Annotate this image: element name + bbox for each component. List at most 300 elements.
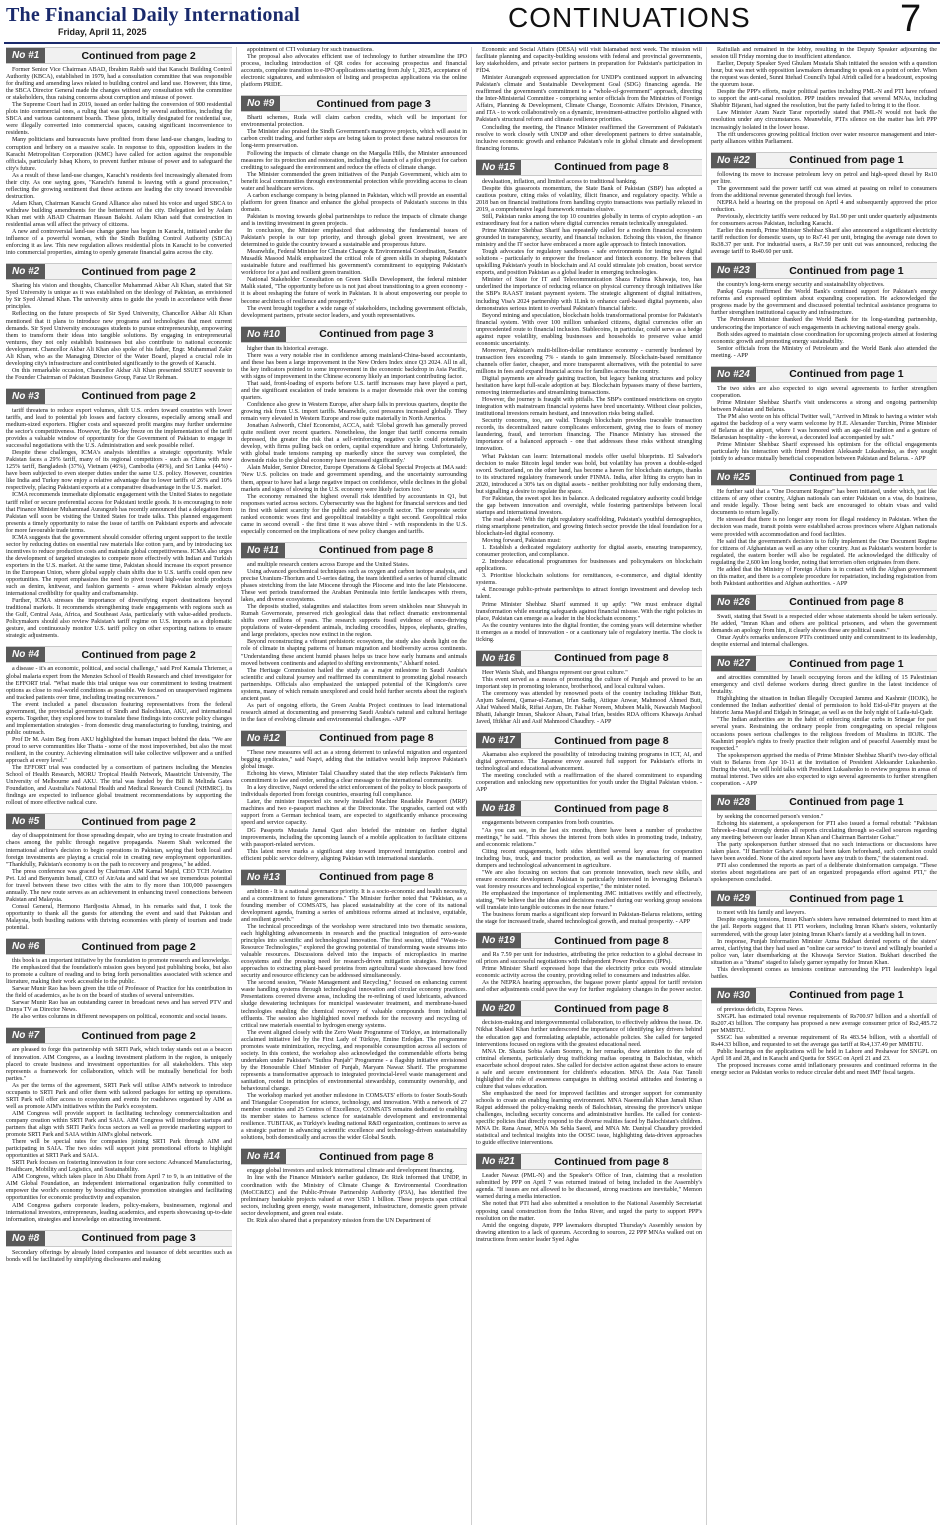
story-paragraph: Further, ICMA stresses the importance of diversifying export destinations beyond traditional markets. It recommends strengthening trade engagements with regions such as the Gulf, Central Asia, Africa, and Southeast Asia, particularly with value-added products. Policymakers should also review Pakistan's tariff regime on U.S. imports as a diplomatic gesture, and continuously monitor U.S. tariff policy on other exporting nations to ensure strategic adjustments. [6, 598, 232, 640]
story-paragraph: Omar Ayub's remarks underscore PTI's continued unity and commitment to its leadership, despite external and internal challenges. [711, 635, 937, 649]
story-paragraph: Senior officials from the Ministry of Petroleum and the World Bank also attended the meeting. - APP [711, 345, 937, 359]
story [711, 366, 937, 464]
story [241, 47, 467, 89]
story-paragraph: As the NEPRA hearing approaches, the bagasse power plants' appeal for tariff revision and other adjustments could pave the way for further regulatory changes in the power sector. [476, 980, 702, 994]
story-header [6, 1027, 232, 1044]
story-paragraph: of previous deficits, Express News. [717, 1006, 804, 1013]
story-paragraph: Adam Khan, Chairman Karachi Grand Alliance also raised his voice and urged SBCA to withdraw building amendments for the betterment of the city. Delegation led by Aslam Khan met with ABAD Chairman Hassan Bakshi. Aslam Khan said that construction in residential areas will affect the privacy of citizens. [6, 200, 232, 229]
story-body [6, 408, 232, 641]
story-paragraph: Alain Mulder, Senior Director, Europe Operations & Global Special Projects at IMA said: 'New U.S. policies on trade and government spending, and the uncertainty surrounding them, appear to have had a large negative impact on confidence, while declines in the global markets and signs of slowing in the U.S. economy were likely factors too.' [241, 465, 467, 493]
story-paragraph: He also writes columns in different newspapers on political, economic and social issues. [12, 1014, 228, 1021]
story [711, 469, 937, 588]
story [476, 159, 702, 644]
story-number-badge: No #21 [476, 1154, 521, 1169]
story-paragraph: He added that the Ministry of Foreign Affairs is in contact with the Afghan government on this matter, and there is a complete procedure for repatriation, including registration from both Pakistani authorities and Afghan authorities. - APP [711, 566, 937, 587]
story-number-badge: No #23 [711, 263, 756, 278]
story-body [711, 172, 937, 257]
story-paragraph: a disease - it's an economic, political, and social challenge," said Prof Kamala Thriemer, a global malaria expert from the Menzies School of Health Research and chief investigator for the EFFORT trial. "What made this trial unique was our commitment to testing treatment options as close to real-world conditions as possible. We focused on unsupervised regimens and tracked patients over time, including treating recurrences." [6, 666, 232, 701]
story-number-badge: No #5 [6, 814, 45, 829]
story-paragraph: Sarwar Munir Rao has an outstanding career in broadcast news and has served PTV and Dunya TV as Director News. [6, 1000, 232, 1014]
story-paragraph: Prime Minister Sharif expressed hope that the electricity price cuts would stimulate economic activity across the country, providing relief to consumers and industries alike. [476, 966, 702, 980]
story-paragraph: The two sides are also expected to sign several agreements to further strengthen cooperation. [711, 385, 937, 399]
story-number-badge: No #9 [241, 96, 280, 111]
continued-from-label: Continued from page 1 [789, 264, 904, 277]
continued-from-label: Continued from page 1 [789, 657, 904, 670]
story-paragraph: "We are also focusing on sectors that can promote innovation, teach new skills, and ensure economic development. Pakistan is particularly interested in leveraging Belarus's vast forestry resources and technological expertise," the minister noted. [476, 869, 702, 890]
story-number-badge: No #28 [711, 795, 756, 810]
story-paragraph: decision-making and intergovernmental collaboration, to effectively address the issue. Dr. Nikhat Shakeel Khan further underscored the importance of identifying key drivers behind the education gap and formulating adaptable, actionable policies. She called for targeted interventions focused on regions with the greatest educational need. [476, 1020, 702, 1048]
story-paragraph: by seeking the concerned person's version." [717, 813, 824, 820]
story-paragraph: tariff threatens to reduce export volumes, shift U.S. orders toward countries with lower tariffs, and lead to potential job losses and factory closures, especially among small and medium-sized exporters. Higher costs and squeezed profit margins may further undermine the sector's competitiveness. However, the 90-day freeze on the implementation of the tariff provides a valuable window of opportunity for the Government of Pakistan to engage in successful negotiations with the U.S. Administration and seek possible relief. [6, 407, 232, 450]
story-paragraph: and atrocities committed by Israeli occupying forces and the killing of 15 Palestinian emergency and civil defense workers during direct gunfire in the latest incidence of brutality. [711, 675, 937, 696]
story-number-badge: No #3 [6, 389, 45, 404]
story-paragraph: Using advanced geochemical techniques such as oxygen and carbon isotope analysis, and precise Uranium-Thorium and U-series dating, the team identified a series of humid climatic phases stretching from the late Miocene through the Pliocene and into the late Pleistocene. These wet periods transformed the Arabian Peninsula into fertile landscapes with rivers, lakes, and diverse ecosystems. [241, 568, 467, 604]
story-paragraph: PTI also condemned the reports as part of a deliberate disinformation campaign. "These stories about negotiations are part of an organized propaganda effort against PTI," the spokesperson concluded. [711, 863, 937, 884]
story-paragraph: Highlighting the situation in Indian Illegally Occupied Jammu and Kashmir (IIOJK), he condemned the Indian authorities' denial of permission to hold Eid-ul-Fitr prayers at the historic Jama Masjid and Eidgah in Srinagar, as well as on the holy night of Laila-tul-Qadr. [711, 696, 937, 717]
story-paragraph: However, the journey is fraught with pitfalls. The SBP's continued restrictions on crypto integration with mainstream financial systems have bred uncertainty. Without clear policies, institutional investors remain hesitant, and innovation risks being stalled. [476, 397, 702, 418]
story-number-badge: No #14 [241, 1149, 286, 1164]
story-header [241, 95, 467, 112]
column-divider [706, 47, 707, 1525]
story-paragraph: Despite these challenges, ICMA's analysis identifies a strategic opportunity. While Pakistan faces a 29% tariff, many of its regional competitors - such as China with now 125% tariff, Bangladesh (37%), Vietnam (46%), Cambodia (49%), and Sri Lanka (44%) - have been subjected to even steeper duties under the same U.S. policy. However, countries like India and Turkey now enjoy a relative advantage due to lower tariffs of 26% and 10% respectively, placing Pakistani exports at a comparative disadvantage in the U.S. market. [6, 450, 232, 492]
story-paragraph: The Petroleum Minister thanked the World Bank for its long-standing partnership, underscoring the importance of such engagements in achieving national energy goals. [711, 317, 937, 331]
story-paragraph: Prime Minister Shehbaz Sharif's visit underscores a strong and ongoing partnership between Pakistan and Belarus. [711, 399, 937, 413]
story-body [6, 283, 232, 382]
story [241, 542, 467, 724]
story-paragraph: DG Passports Mustafa Jamal Qazi also briefed the minister on further digital improvements, including the upcoming launch of a mobile application to facilitate citizens with passport-related services. [241, 827, 467, 848]
story-paragraph: Law Minister Azam Nazir Tarar reportedly stated that PML-N would not back the resolution under any circumstances. Meanwhile, PTI's silence on the matter has left PPP increasingly isolated in the lower house. [711, 110, 937, 131]
story-number-badge: No #11 [241, 543, 285, 558]
story-paragraph: Prime Minister Shehbaz Sharif expressed his optimism for the official engagements particularly his interaction with friend President Aleksandr Lukashenko, as they sought jointly to advance mutually beneficial cooperation between Pakistan and Belarus. - APP [711, 442, 937, 463]
story-number-badge: No #8 [6, 1231, 45, 1246]
story-paragraph: this book is an important initiative by the foundation to promote research and knowledge. [12, 958, 231, 965]
story-paragraph: Citing recent engagements, both sides identified several key areas for cooperation including bus, truck, and tractor production, as well as the manufacturing of manned dumpers and technological advancement in agriculture. [476, 848, 702, 869]
continued-from-label: Continued from page 8 [554, 1002, 669, 1015]
story-paragraph: 1. Establish a dedicated regulatory authority for digital assets, ensuring transparency, consumer protection, and compliance. [476, 545, 702, 559]
story-body [241, 47, 467, 89]
story-body [476, 752, 702, 794]
story-number-badge: No #10 [241, 327, 286, 342]
story-paragraph: 3. Prioritise blockchain solutions for remittances, e-commerce, and digital identity systems. [476, 573, 702, 587]
story-paragraph: day of disappointment for those spreading despair, who are trying to create frustration and chaos among the public through negative propaganda. Naeem Shah welcomed the international airline's decision to begin operations in Pakistan, saying that both local and foreign investments are playing a crucial role in creating new employment opportunities. "Thankfully, Pakistan's economy is on the path to recovery and progress," he added. [6, 833, 232, 868]
story-paragraph: He further said that a "One Document Regime" has been initiated, under which, just like citizens of any other country, Afghan nationals can enter Pakistan on a visa, do business, and reside legally. Those being sent back are encouraged to obtain visas and valid documents to return legally. [711, 489, 937, 517]
story [6, 388, 232, 641]
story [476, 800, 702, 926]
story-number-badge: No #1 [6, 48, 45, 63]
story [241, 730, 467, 863]
story-number-badge: No #6 [6, 939, 45, 954]
story-paragraph: Echoing his statement, a spokesperson for PTI also issued a formal rebuttal: "Pakistan Tehreek-e-Insaf strongly denies all reports circulating through so-called sources regarding any meeting between our leader Imran Khan and Chairman Barrister Gohar." [711, 820, 937, 842]
continued-from-label: Continued from page 1 [789, 892, 904, 905]
story-paragraph: Heer Wanis Shah, and Bhangra represent our great culture." [482, 669, 628, 676]
story [476, 650, 702, 726]
story-paragraph: Dr. Rizk also shared that a preparatory mission from the UN Department of [247, 1217, 431, 1224]
story-number-badge: No #19 [476, 933, 521, 948]
story-paragraph: The rift underscores growing political friction over water resource management and inter-party alliances within Parliament. [711, 131, 937, 145]
story-paragraph: and multiple research centers across Europe and the United States. [247, 561, 410, 568]
continued-from-label: Continued from page 8 [554, 934, 669, 947]
story [6, 1027, 232, 1223]
story-body [711, 910, 937, 980]
story-header [6, 646, 232, 663]
story-paragraph: Minister of State for IT and Telecommunication Shaza Fatima Khawaja, too, has underlined the importance of reducing reliance on physical currency through initiatives like the SBP's RAAST instant payment system. The strategic alignment of digital initiatives, including Visa's 2024 partnership with 1Link to enhance card-based digital payments, also demonstrates serious intent to overhaul Pakistan's financial fabric. [476, 277, 702, 312]
continued-from-label: Continued from page 2 [81, 648, 196, 661]
story-body [6, 833, 232, 932]
story-paragraph: He stressed that there is no longer any room for illegal residency in Pakistan. When the decision was made, transit points were established across provinces where Afghan nationals were provided with accommodation and food facilities. [711, 517, 937, 538]
story-paragraph: MNA Dr. Shazia Sobia Aslam Soomro, in her remarks, drew attention to the role of criminal elements, particularly drug trafficking mafias operating in Balochistan, which exacerbate school dropout rates. She called for decisive action against these actors to ensure a safe and secure environment for children's education. MNA Dr. Asia Naz Tanoli highlighted the role of awareness campaigns in shifting societal attitudes and fostering a culture that values education. [476, 1048, 702, 1090]
story-paragraph: ambition - It is a national governance priority. It is a socio-economic and health necessity, and a commitment to future generations." The Minister further noted that "Pakistan, as a founding member of COMSATS, has placed sustainability at the core of its national development agenda, framing a series of ambitious reforms aimed at inclusive, equitable, and resilient growth." [241, 888, 467, 923]
story-paragraph: Security concerns, too, are valid. Though blockchain provides traceable transaction records, its decentralized nature complicates enforcement, giving rise to fears of money laundering, fraud, and terrorism financing. The Finance Ministry has stressed the importance of a balanced approach - one that addresses these risks without strangling innovation. [476, 418, 702, 453]
story-paragraph: Confidence also grew in Western Europe, after sharp falls in previous quarters, despite the growing risk from U.S. import tariffs. Meanwhile, cost pressures increased globally. They remain very elevated in Western Europe and rose quite materially in North America. [241, 402, 467, 423]
story-paragraph: AIM Congress gathers corporate leaders, policy-makers, businessmen, regional and international investors, entrepreneurs, leading academics, and experts showcasing up-to-date information, strategies and knowledge on attracting investment. [6, 1202, 232, 1223]
story-paragraph: Leader Nawaz (PML-N) and the Speaker's Office of Iran, claiming that a resolution submitted by PPP on April 7 was returned instead of being included in the Assembly's agenda. "If issues are not allowed to be discussed, strong reactions are inevitable," Memon warned during a media interaction. [476, 1173, 702, 1201]
continued-from-label: Continued from page 8 [319, 871, 434, 884]
story-number-badge: No #30 [711, 988, 756, 1003]
newspaper-title[interactable]: The Financial Daily International [6, 4, 300, 26]
story-number-badge: No #16 [476, 651, 521, 666]
story-paragraph: Both sides agreed to maintain close coordination for upcoming projects aimed at fostering economic growth and promoting energy sustainability. [711, 331, 937, 345]
story-header [476, 1000, 702, 1017]
story-paragraph: Still, Pakistan ranks among the top 10 countries globally in terms of crypto adoption - an extraordinary feat for a nation where digital currencies remain technically unregulated. [476, 213, 702, 227]
continued-from-label: Continued from page 3 [316, 97, 431, 110]
story-paragraph: Public hearings on the applications will be held in Lahore and Peshawar for SNGPL on April 18 and 28, and in Karachi and Quetta for SSGC on April 21 and 23. [711, 1049, 937, 1063]
story-paragraph: "These new measures will act as a strong deterrent to unlawful migration and organized begging syndicates," said Naqvi, adding that the initiative would help improve Pakistan's global image. [241, 749, 467, 771]
story-paragraph: The Heritage Commission hailed the study as a major milestone in Saudi Arabia's scientific and cultural journey and reaffirmed its commitment to promoting global research partnerships. Officials also emphasized the untapped potential of the Kingdom's cave systems, many of which remain unexplored and could hold further secrets about the region's ancient past. [241, 667, 467, 702]
story-header [241, 1148, 467, 1165]
page-number: 7 [900, 0, 922, 40]
continued-from-label: Continued from page 3 [81, 1232, 196, 1245]
story-paragraph: SNGPL has estimated total revenue requirements of Rs700.97 billion and a shortfall of Rs207.43 billion. The company has proposed a new average consumer price of Rs2,485.72 per MMBTU. [711, 1013, 937, 1034]
story-paragraph: The PM also wrote on his official Twitter wall, "Arrived in Minsk to having a winter wish against the backdrop of a very warm welcome by H.E. Alexander Turchin, Prime Minister of Belarus at the airport, where I was honored with an age-old tradition and a gesture of Belarusian hospitality - the korovai, a decorated loaf accompanied by salt." [711, 413, 937, 442]
continued-from-label: Continued from page 8 [789, 596, 904, 609]
story-paragraph: The spokesperson apprised the media of Prime Minister Shehbaz Sharif's two-day official visit to Belarus from Apr 10-11 at the invitation of President Aleksander Lukashenko. During the visit, he will hold talks with President Lukashenko to review progress in areas of mutual interest. Two sides are also expected to sign several agreements to further strengthen cooperation. - APP [711, 752, 937, 787]
story-paragraph: SRTI Park focuses on fostering innovation in four core sectors: Advanced Manufacturing, Healthcare, Mobility and Logistics, and Sustainability. [6, 1160, 232, 1174]
story-paragraph: For Pakistan, the sweet spot lies in balance. A dedicated regulatory authority could bridge the gap between innovation and oversight, while fostering partnerships between local startups and international investors. [476, 495, 702, 516]
story-header [711, 655, 937, 672]
story [6, 938, 232, 1021]
story-header [711, 366, 937, 383]
story-paragraph: There was a very notable rise in confidence among mainland-China-based accountants, and these has been a large improvement in the New Orders Index since Q3 2024. All in all, the key indicators pointed to some improvement in the economic backdrop in Asia Pacific, with signs of improvement in the Chinese economy likely an important contributing factor. [241, 352, 467, 380]
story-paragraph: Following the impacts of climate change on the Margalla Hills, the Minister announced measures for its protection and restoration, including the launch of a pilot project for carbon crediting to safeguard the environment and reduce the effects of climate change. [241, 150, 467, 171]
story-number-badge: No #17 [476, 733, 521, 748]
story-body [6, 1047, 232, 1223]
story-paragraph: devaluation, inflation, and limited access to traditional banking. [482, 178, 638, 185]
story-paragraph: and Rs 7.59 per unit for industries, attributing the price reduction to a global decrease in oil prices and successful negotiations with Independent Power Producers (IPPs). [476, 952, 702, 966]
story-paragraph: Despite the PPP's efforts, major political parties including PML-N and PTI have refused to support the anti-canal resolution. PPP insiders revealed that several MNAs, including Shabbir Bijarani, had signed the resolution, but the party failed to bring it to the floor. [711, 89, 937, 110]
story-paragraph: The deposits studied, stalagmites and stalactites from seven sinkholes near Shuwyah in Rumah Governorate, preserved rich geological data that reflect dramatic environmental shifts over millions of years. The research supports fossil evidence of once-thriving populations of water-dependent animals, including crocodiles, hippos, elephants, giraffes, and large predators, species now extinct in the region. [241, 604, 467, 639]
story-paragraph: She noted that PTI had also submitted a resolution to the National Assembly Secretariat opposing canal construction from the Indus River, and urged the party to support PPP's resolution on the matter. [476, 1201, 702, 1222]
story-paragraph: Earlier this month, Prime Minister Shehbaz Sharif also announced a significant electricity tariff reduction for domestic users, up to Rs7.41 per unit, bringing the average rate down to Rs38.37 per unit. For industrial users, a Rs7.59 per unit cut was announced, reducing the average tariff to Rs40.60 per unit. [711, 228, 937, 256]
continued-from-label: Continued from page 1 [789, 154, 904, 167]
continued-from-label: Continued from page 8 [319, 732, 434, 745]
story-paragraph: higher than its historical average. [247, 345, 329, 352]
story-paragraph: He emphasized that the foundation's mission goes beyond just publishing books, but also to promote a culture of reading and to bring forth personalities associated with science and literature, making their work accessible to the public. [6, 965, 232, 986]
story-paragraph: On this remarkable occasion, Chancellor Akbar Ali Khan presented SSUET souvenir to the Founder Chairman of Pakistan Business Group, Faraz Ur Rehman. [6, 367, 232, 381]
column-3 [476, 47, 702, 1525]
story-body [476, 952, 702, 994]
story-body [711, 814, 937, 884]
story-paragraph: The proposal also advocates efficient use of technology to further streamline the IPO process, including introduction of QR codes for accessing prospectus and financial accounts, complete transition to e-IPO applications starting from July 1, 2025, acceptance of electronic signatures, and submission of listing and prospectus applications via the online platform PRIDE. [241, 54, 467, 89]
story-header [476, 932, 702, 949]
story [711, 152, 937, 257]
continued-from-label: Continued from page 8 [318, 544, 434, 557]
story-paragraph: Prof Dr M. Asim Beg from AKU highlighted the human impact behind the data. "We are proud to serve communities like Thatta - some of the most impoverished, but also the most resilient, in the country. Achieving elimination will take collective willpower and a unified approach at every level." [6, 736, 232, 765]
story-paragraph: The event brought together a wide range of stakeholders, including government officials, development partners, private sector leaders, and youth representatives. [241, 305, 467, 319]
story [6, 813, 232, 932]
story-paragraph: Echoing his views, Minister Talal Chaudhry stated that the step reflects Pakistan's firm commitment to law and order, sending a clear message to the international community. [241, 771, 467, 785]
story-header [476, 1153, 702, 1170]
story [476, 932, 702, 994]
continued-from-label: Continued from page 8 [554, 734, 669, 747]
story-number-badge: No #2 [6, 264, 45, 279]
story-paragraph: In line with the Finance Minister's earlier guidance, Dr. Rizk informed that UNDP, in coordination with the Ministry of Climate Change & Environmental Coordination (MoCC&EC) and the Public-Private Partnership Authority (P3A), has identified five preliminary bankable projects valued at over USD 1 billion. These projects span critical sectors, including green energy, waste management, infrastructure, domestic green private sector development, and green real estate. [241, 1175, 467, 1217]
continued-from-label: Continued from page 8 [554, 652, 669, 665]
story-paragraph: As part of ongoing efforts, the Green Arabia Project continues to lead international research aimed at documenting and preserving Saudi Arabia's natural and cultural heritage in the face of evolving climate and environmental challenges. -APP [241, 702, 467, 723]
story-header [6, 263, 232, 280]
story-body [241, 1168, 467, 1224]
story-paragraph: Pakistan is moving towards global partnerships to reduce the impacts of climate change and is inviting investment in green projects. [241, 213, 467, 227]
story-body [241, 346, 467, 536]
story-paragraph: The meeting concluded with a reaffirmation of the shared commitment to expanding cooperation and unlocking new opportunities for youth under the Digital Pakistan vision. - APP [476, 773, 702, 794]
story-paragraph: In conclusion, the Minister emphasized that addressing the fundamental issues of Pakistan's people is our top priority, and through global green investment, we are determined to guide the country toward a sustainable and prosperous future. [241, 228, 467, 249]
continued-from-label: Continued from page 8 [554, 802, 669, 815]
story-header [711, 890, 937, 907]
story-paragraph: The event included a panel discussion featuring representatives from the federal government, the provincial government of Sindh and Balochistan, AKU, and international experts. Together, they explored how to translate these findings into concrete policy changes and implementation strategies - from domestic drug manufacturing to funding, training, and public outreach. [6, 701, 232, 736]
continued-from-label: Continued from page 2 [81, 390, 196, 403]
story-body [241, 750, 467, 863]
continued-from-label: Continued from page 1 [789, 471, 904, 484]
story-header [6, 47, 232, 64]
story-body [711, 614, 937, 649]
story-body [476, 1173, 702, 1243]
story [6, 646, 232, 807]
story-paragraph: The Supreme Court had in 2019, issued an order halting the conversion of 900 residential plots into commercial ones, a ruling that was ignored by several authorities, including the SBCA and various cantonment boards. These plots, initially designated for residential use, were illegally converted into commercial spaces, causing significant inconvenience to residents. [6, 102, 232, 137]
story-header [241, 326, 467, 343]
story-paragraph: Minister Aurangzeb expressed appreciation for UNDP's continued support in advancing Pakistan's climate and Sustainable Development Goal (SDG) financing agenda. He reaffirmed the government's commitment to a "whole-of-government" approach, directing the Inter-Ministerial Committee - comprising senior officials from the Ministries of Foreign Affairs, Planning & Development, Climate Change, Economic Affairs Division, Finance, and ITA - to work collaboratively on a dynamic, investment-attractive portfolio aligned with Pakistan's structural reform and climate resilience priorities. [476, 75, 702, 124]
story-paragraph: AIM Congress, which takes place in Abu Dhabi from April 7 to 9, is an initiative of the AIM Global Foundation, an independent international organization fully committed to empower the world's economy by boosting effective promotion strategies and facilitating opportunities for economic productivity and expansion. [6, 1174, 232, 1202]
story-body [476, 1020, 702, 1147]
story-header [6, 1230, 232, 1247]
story-paragraph: Meanwhile, Federal Minister for Climate Change & Environmental Coordination, Senator Musadik Masood Malik emphasized the critical role of green skills in shaping Pakistan's sustainable future and reaffirmed his government's commitment to equipping Pakistan's workforce for a just and resilient green transition. [241, 249, 467, 277]
story-paragraph: The business forum marks a significant step forward in Pakistan-Belarus relations, setting the stage for increased trade, shared technological growth, and mutual prosperity. - APP [476, 912, 702, 926]
story-paragraph: 4. Encourage public-private partnerships to attract foreign investment and develop tech talent. [476, 587, 702, 601]
story-paragraph: What Pakistan can learn: International models offer useful blueprints. El Salvador's decision to make Bitcoin legal tender was bold, but volatility has proven a double-edged sword. Switzerland, on the other hand, has become a haven for blockchain startups, thanks to its structured regulatory framework under FINMA. India, after lifting its crypto ban in 2020, introduced a 30% tax on digital assets - neither prohibiting nor fully endorsing them, but signalling a desire to regulate the space. [476, 453, 702, 495]
story-paragraph: The workshop marked yet another milestone in COMSATS' efforts to foster South-South and Triangular Cooperation for science, technology, and innovation. With a network of 27 member countries and 25 Centres of Excellence, COMSATS remains dedicated to enabling its member states to harness science for sustainable development and environmental resilience. TUBITAK, as Türkiye's leading national R&D organization, continues to serve as a strategic partner in advancing scientific excellence and technology-driven sustainability solutions, both domestically and across the wider Global South. [241, 1093, 467, 1142]
story [711, 890, 937, 980]
story [711, 794, 937, 884]
story-body [6, 958, 232, 1021]
continued-from-label: Continued from page 2 [81, 1029, 196, 1042]
story-header [711, 594, 937, 611]
story-paragraph: to meet with his family and lawyers. [717, 910, 806, 917]
story-header [711, 469, 937, 486]
continued-from-label: Continued from page 8 [554, 161, 669, 174]
story-body [711, 1007, 937, 1077]
story-paragraph: Moreover, Pakistan's multi-billion-dollar remittance economy - currently burdened by transaction fees exceeding 7% - stands to gain immensely. Blockchain-based remittance channels offer faster, cheaper, and more transparent alternatives, with the potential to save millions in fees and expand financial access for families across the country. [476, 347, 702, 375]
story-paragraph: The economy remained the highest overall risk identified by accountants in Q1, but responses varied across sectors. Cybersecurity was the highest for financial services and tied in first with talent scarcity for the public and not-for-profit sector. The corporate sector ranked economic woes first and geopolitical instability a tight second. Geopolitical risks came in second overall - the first time it was above third - with respondents in the U.S. especially concerned on the implications of new policy changes and tariffs. [241, 493, 467, 535]
column-4 [711, 47, 937, 1525]
story-paragraph: Swati, stating that Swati is a respected elder whose statements should be taken seriously. He added, "Imran Khan and others are political prisoners, and when the government demands an apology from him, it clearly shows these are political cases." [711, 613, 937, 634]
story [711, 47, 937, 146]
story-paragraph: As a result of these land-use changes, Karachi's residents feel increasingly alienated from their city. As one saying goes, "Karachi's funeral is leaving with a grand procession," reflecting the growing sentiment that these actions are leading the city toward irreversible destruction. [6, 172, 232, 200]
story-header [476, 732, 702, 749]
story-paragraph: engage global investors and unlock international climate and development financing. [247, 1168, 455, 1175]
story-paragraph: There will be special rates for companies joining SRTI Park through AIM and participating in SAIA. The two sides will support joint promotional efforts to highlight opportunities at SRTI Park and SAIA. [6, 1139, 232, 1160]
story [476, 1153, 702, 1243]
story-paragraph: The Minister also praised the Sindh Government's mangrove projects, which will assist in carbon credit trading, and further steps are being taken to protect these natural resources for long-term preservation. [241, 129, 467, 150]
story-header [476, 650, 702, 667]
story-paragraph: NEPRA held a hearing on the proposal on April 4 and subsequently approved the price reduction. [711, 199, 937, 213]
story-paragraph: Akamatsu also explored the possibility of introducing training programs in ICT, AI, and digital governance. The Japanese envoy assured full support for Pakistan's efforts in technological and educational advancement. [476, 752, 702, 773]
story-number-badge: No #7 [6, 1028, 45, 1043]
column-1 [6, 47, 232, 1525]
story-number-badge: No #26 [711, 595, 756, 610]
story-paragraph: ICMA recommends immediate diplomatic engagement with the United States to negotiate tariff relief or secure preferential access for Pakistani textile goods. It is encouraging to note that Finance Minister Muhammad Aurangzeb has recently announced that a delegation from Pakistan will soon be visiting the United States for trade talks. This planned engagement presents a timely opportunity to raise the issue of tariffs on Pakistani exports and advocate for more favourable trade terms. [6, 492, 232, 534]
story-header [711, 794, 937, 811]
story-paragraph: The road ahead: With the right regulatory scaffolding, Pakistan's youthful demographics, rising smartphone penetration, and growing fintech sector provide the ideal foundation for a blockchain-led digital economy. [476, 516, 702, 538]
story-paragraph: Despite ongoing tensions, Imran Khan's sisters have remained determined to meet him at the jail. Reports suggest that 11 PTI workers, including Imran Khan's sisters, voluntarily surrendered, with the group later joining Imran Khan's family at a wedding hall in town. [711, 917, 937, 938]
story-body [6, 1250, 232, 1264]
story-number-badge: No #24 [711, 367, 756, 382]
story-header [241, 542, 467, 559]
story-paragraph: Amid the ongoing dispute, PPP lawmakers disrupted Thursday's Assembly session by drawing attention to a lack of quorum. According to sources, 22 PPP MNAs walked out on instructions from senior leader Syed Agha [476, 1222, 702, 1243]
story-paragraph: National Stakeholder Consultation on Green Skills Development, the federal minister Malik stated, "The opportunity before us is not just about transitioning to a green economy - it is about reshaping the future of work in Pakistan. It is about empowering our people to become architects of resilience and prosperity." [241, 277, 467, 305]
continued-from-label: Continued from page 2 [81, 940, 196, 953]
story-paragraph: Earlier, Deputy Speaker Syed Ghulam Mustafa Shah initiated the session with a question hour, but was met with opposition lawmakers demanding to speak on a point of order. When the request was denied, Sunni Ittehad Council's Iqbal Afridi called for a headcount, exposing the quorum issue. [711, 61, 937, 89]
story-paragraph: Prime Minister Shehbaz Sharif has repeatedly called for a modern financial ecosystem grounded in transparency, security, and financial inclusion. Echoing this vision, the finance ministry and the IT sector have embraced a more agile approach to fintech innovation. [476, 228, 702, 249]
story-paragraph: The second session, "Waste Management and Recycling," focused on enhancing current waste handling systems through technological innovation and circular economy practices. Presentations covered diverse areas, including the re-refining of used lubricants, advanced sludge dewatering techniques for municipal wastewater treatment, and membrane-based technologies enabling the chemical recovery of valuable compounds from industrial effluents. The session also highlighted novel methods for the recovery and recycling of critical raw materials essential to hydrogen energy systems. [241, 980, 467, 1029]
story-paragraph: are pleased to forge this partnership with SRTI Park, which today stands out as a beacon of innovation. AIM Congress, as a leading investment platform in the region, is uniquely placed to create business and investment opportunities for all stakeholders. This step represents a framework for collaboration, which will be mutually beneficial for both parties." [6, 1047, 232, 1082]
story-header [476, 800, 702, 817]
story-paragraph: The party spokesperson further stressed that no such interactions or discussions have taken place. "If Barrister Gohar's stance had been taken beforehand, such confusion could have been avoided. None of the aired reports have any truth to them," the statement read. [711, 842, 937, 863]
story-paragraph: Rafiullah and remained in the lobby, resulting in the Deputy Speaker adjourning the session till Friday morning due to insufficient attendance. [711, 47, 937, 61]
story-body [241, 889, 467, 1143]
continued-from-label: Continued from page 2 [81, 49, 196, 62]
story-body [476, 47, 702, 153]
continued-from-label: Continued from page 1 [789, 796, 904, 809]
story-number-badge: No #29 [711, 891, 756, 906]
masthead [0, 0, 945, 44]
story-paragraph: The ceremony was attended by renowned poets of the country including Iftikhar Butt, Anjum Saleemi, Qamar-ul-Zaman, Irfan Sadiq, Attique Anwar, Mahmood Ahmed Butt, Altaf Waheed Malik, Rifiat Anjum, Dr. Fakhar Noreen, Mubeen Malik, Nawazish Maqbool Bhatti, Jahangir Imran, Shakoor Ahsan, Faisal Irfan, besides RDA officers Khawaja Arshad Javed, Iftikhar Ali and Asif Mahmood Chaudhry. - APP [476, 690, 702, 726]
story-paragraph: She emphasized the need for improved facilities and stronger support for community schools to create an enabling learning environment. MNA Naeemullah Khan Jamali Khan Rajput addressed the policy-making needs of Balochistan, stressing the province's unique challenges, including security concerns and administrative hurdles. He called for context-specific policies that directly respond to the diverse realities faced by Balochistan's children. MNA Dr. Rana Ansar, MNA Ms Sehla Saeed, and MNA Mr. Daniyal Chaudhry provided statistical and technical insights into the OOSC issue, highlighting data-driven approaches to guide effective interventions. [476, 1090, 702, 1147]
section-title: CONTINUATIONS [508, 2, 751, 33]
story-paragraph: As the country ventures into the digital frontier, the coming years will determine whether it emerges as a model of innovation - or a cautionary tale of regulatory inertia. The clock is ticking. [476, 622, 702, 643]
story-paragraph: the country's long-term energy security and sustainability objectives. [717, 282, 885, 289]
story-paragraph: Jonathan Ashworth, Chief Economist, ACCA, said: 'Global growth has generally proved quite resilient over recent quarters. Nonetheless, the longer that tariff concerns remain depressed, the greater the risk that a self-reinforcing negative cycle could potentially develop, with firms pulling back on orders, capital expenditure and hiring. Unfortunately, with global trade tensions ramping up markedly since the survey was completed, the downside risks to the global economy have increased significantly.' [241, 423, 467, 465]
story-paragraph: Previously, electricity tariffs were reduced by Rs1.90 per unit under quarterly adjustments for consumers across Pakistan, including Karachi. [711, 213, 937, 227]
story-header [6, 938, 232, 955]
story [241, 326, 467, 536]
story-paragraph: Tough advocates for regulatory sandboxes - safe environments for testing new digital solutions - particularly to empower the freelancer and fintech economy. He believes that upskilling Pakistan's youth in blockchain and AI could stimulate job creation, boost service exports, and position Pakistan as a global leader in emerging technologies. [476, 249, 702, 277]
story-number-badge: No #13 [241, 870, 286, 885]
story [476, 47, 702, 153]
story [476, 1000, 702, 1147]
story-paragraph: Digital payments are already gaining traction, but legacy banking structures and policy hesitation have kept full-scale adoption at bay. Blockchain bypasses many of these barriers, removing intermediaries and streamlining transactions. [476, 376, 702, 397]
story [6, 47, 232, 257]
continued-from-label: Continued from page 1 [789, 368, 904, 381]
story-paragraph: The press conference was graced by Chairman AIM Kamal Majid, CEO TCH Aviation Pvt. Ltd and Benyamin Ismail, CEO of AirAsia and said that we see tremendous potential for travel between these two cities with the aim to fly more than 100,000 passengers annually. The new route serves as an achievement in enhancing travel connections between Pakistan and Malaysia. [6, 868, 232, 903]
story-paragraph: The proposed increases come amid inflationary pressures and continued reforms in the energy sector as Pakistan works to reduce circular debt and meet IMF fiscal targets. [711, 1063, 937, 1077]
issue-date: Friday, April 11, 2025 [58, 27, 147, 37]
story-paragraph: "The Indian authorities are in the habit of enforcing similar curbs in Srinagar for past several years. Restraining the ordinary people from congregating on special religious occasions poses serious challenges to the religious freedom of Muslims in IIOJK. The Kashmiri people's rights to freely practice their religion and of peaceful Assembly must be respected." [711, 717, 937, 752]
story-paragraph: "As you can see, in the last six months, there have been a number of productive meetings," he said. "This shows the interest from both sides in promoting trade, industry, and economic relations." [476, 827, 702, 848]
story-paragraph: A new and controversial land-use change game has begun in Karachi, initiated under the influence of a powerful woman, with the Sindh Building Control Authority (SBCA) enforcing it as law. This new regulation allows residential plots in Karachi to be converted into commercial properties, aiming to openly generate financial gains across the city. [6, 229, 232, 257]
story-paragraph: Pankaj Gupta reaffirmed the World Bank's continued support for Pakistan's energy reforms and expressed optimism about expanding cooperation. He acknowledged the progress made by the government and discussed potential technical assistance programs to further strengthen institutional capacity and infrastructure. [711, 289, 937, 317]
continued-from-label: Continued from page 2 [81, 265, 196, 278]
column-divider [471, 47, 472, 1525]
story-header [241, 730, 467, 747]
story-body [711, 675, 937, 788]
story-paragraph: The Minister commended the green initiatives of the Punjab Government, which aim to benefit local communities through environmental protection while providing access to clean water and healthcare services. [241, 171, 467, 192]
story-paragraph: Later, the minister inspected six newly installed Machine Readable Passport (MRP) machines and two e-passport machines at the Directorate. The upgrades, carried out with support from a German technical team, are expected to significantly enhance processing speed and service capacity. [241, 799, 467, 827]
story-paragraph: The government said the power tariff cut was aimed at passing on relief to consumers from the additional revenue generated through fuel levies. [711, 185, 937, 199]
story [241, 95, 467, 319]
story-header [711, 262, 937, 279]
story-paragraph: Beyond mining and speculation, blockchain holds transformational promise for Pakistan's financial system. With over 100 million unbanked citizens, digital currencies offer an unprecedented route to financial inclusion. Stablecoins, in particular, could serve as a hedge against rupee volatility, enabling businesses and households to preserve value amid economic uncertainty. [476, 312, 702, 347]
story [241, 1148, 467, 1224]
story-body [476, 820, 702, 926]
story-header [711, 987, 937, 1004]
story-number-badge: No #4 [6, 647, 45, 662]
story-number-badge: No #22 [711, 153, 756, 168]
story-paragraph: Economic and Social Affairs (DESA) will visit Islamabad next week. The mission will facilitate planning and capacity-building sessions with federal and provincial governments, key stakeholders, and private sector partners in preparation for Pakistan's participation in FfD4. [476, 47, 702, 75]
continued-from-label: Continued from page 1 [789, 989, 904, 1002]
story [711, 987, 937, 1077]
story-paragraph: The technical proceedings of the workshop were structured into two thematic sessions, each highlighting advancements in research and the practical integration of zero-waste principles into scientific and technological innovation. The first session, titled "Waste-to-Resource Technologies," explored the growing potential of transforming waste streams into valuable resources. Discussions delved into the impacts of microplastics in marine ecosystems and the pressing need for research-driven mitigation strategies. Innovative approaches to extracting plant-based proteins from agricultural waste showcased how food security and resource efficiency can be addressed simultaneously. [241, 923, 467, 980]
story-paragraph: Many politicians and bureaucrats have profited from these land-use changes, leading to corruption and bribery on a massive scale. In response to this, opposition leaders in the Karachi Metropolitan Corporation (KMC) have called for action against the responsible officials, particularly Ishaq Khoro, to prevent further misuse of power and to safeguard the city's future. [6, 137, 232, 172]
story-body [711, 47, 937, 146]
story [711, 655, 937, 788]
story-body [711, 386, 937, 464]
story [476, 732, 702, 794]
story-paragraph: Moving forward, Pakistan must: [482, 538, 561, 545]
story-number-badge: No #27 [711, 656, 756, 671]
continued-from-label: Continued from page 2 [81, 815, 196, 828]
story-body [476, 670, 702, 726]
story-paragraph: The EFFORT trial was conducted by a consortium of partners including the Menzies School of Health Research, MORU Tropical Health Network, Maastricht University, The University of Melbourne and AKU. The trial was funded by the Bill & Melinda Gates Foundation, and Australia's National Health and Medical Research Council (NHMRC). Its findings are expected to influence global treatment recommendations by supporting the rollout of more effective radical cure. [6, 765, 232, 807]
story-paragraph: Concluding the meeting, the Finance Minister reaffirmed the Government of Pakistan's resolve to work closely with UNDP and other development partners to drive sustainable, inclusive economic growth and enhance Pakistan's role in global climate and development financing forums. [476, 124, 702, 152]
story-body [711, 489, 937, 588]
story-paragraph: A carbon exchange company is being planned in Pakistan, which will provide an essential platform for green finance and enhance the global prospects of Pakistan's success in this domain. [241, 192, 467, 213]
story-body [711, 282, 937, 360]
story-paragraph: As per the terms of the agreement, SRTI Park will utilise AIM's network to introduce occupants to SRTI Park and offer them with tailored packages for setting up operations. SRTI Park will offer access to ecosystem and events for roadshows organised by AIM as well as promote AIM's initiatives within the Park's ecosystem. [6, 1082, 232, 1110]
story-number-badge: No #25 [711, 470, 756, 485]
story-paragraph: following its move to increase petroleum levy on petrol and high-speed diesel by Rs10 per litre. [711, 171, 937, 185]
story-paragraph: AIM Congress will provide support in facilitating technology commercialization and company creation within SRTI Park and SAIA. AIM Congress will introduce startups and partners that align with SRTI Park's focus sectors as well as provide marketing support to promote SRTI Park and SAIA within AIM's global network. [6, 1110, 232, 1139]
story-paragraph: That said, front-loading of exports before U.S. tariff increases may have played a part, and the significant escalation of trade tensions is a major downside risk over the coming quarters. [241, 380, 467, 401]
story-paragraph: Despite this grassroots momentum, the State Bank of Pakistan (SBP) has adopted a cautious posture, citing risks of volatility, illicit finance, and regulatory opacity. While a 2018 ban on financial institutions from handling crypto transactions was partially relaxed in 2019, a comprehensive legal framework remains elusive. [476, 185, 702, 213]
story-paragraph: This development comes as tensions continue surrounding the PTI leadership's legal battles. [711, 966, 937, 980]
story-number-badge: No #15 [476, 160, 521, 175]
story-paragraph: 2. Introduce educational programmes for businesses and policymakers on blockchain applications. [476, 559, 702, 573]
story-body [6, 67, 232, 257]
story-paragraph: appointment of CTI voluntary for such transactions. [247, 47, 374, 53]
story-paragraph: In response, Punjab Information Minister Azma Bukhari denied reports of the sisters' arrest, clarifying that they had used an "online car service" to travel and willingly boarded a police van, later disembarking at the Khuwaja Service Station. Bukhari described the situation as a "drama" staged to falsely garner sympathy for Imran Khan. [711, 938, 937, 966]
column-divider [236, 47, 237, 1525]
story [711, 262, 937, 360]
story-paragraph: Prime Minister Shehbaz Sharif summed it up aptly: "We must embrace digital transformation while ensuring safeguards against financial misuse. With the right policies in place, Pakistan can emerge as a leader in the blockchain economy." [476, 601, 702, 622]
story-paragraph: In a key directive, Naqvi ordered the strict enforcement of the policy to block passports of individuals deported from foreign countries, ensuring full compliance. [241, 785, 467, 799]
story-paragraph: He emphasized the importance of implementing JMC initiatives swiftly and effectively, stating, "We believe that the ideas and decisions reached during our working group sessions will translate into tangible outcomes in the near future." [476, 890, 702, 912]
story [241, 869, 467, 1143]
column-2 [241, 47, 467, 1525]
story-body [476, 179, 702, 644]
story-paragraph: Beyond reconstructing a vibrant prehistoric ecosystem, the study also sheds light on the role of climate in shaping patterns of human migration and biodiversity across continents. "Understanding these ancient humid phases helps us trace how early humans and animals moved between continents and adapted to shifting environments," Alsharif noted. [241, 639, 467, 667]
continued-from-label: Continued from page 8 [554, 1155, 669, 1168]
story-number-badge: No #12 [241, 731, 286, 746]
story-body [241, 115, 467, 319]
story-paragraph: Former Senior Vice Chairman ABAD, Ibrahim Rabib said that Karachi Building Control Authority (KBCA), established in 1979, had a consultation committee that was responsible for drafting and amending laws related to building control and land use. However, this time, the SBCA Director General made the changes without any consultation with the committee or stakeholders, thus raising concerns about corruption and misuse of power. [6, 67, 232, 102]
